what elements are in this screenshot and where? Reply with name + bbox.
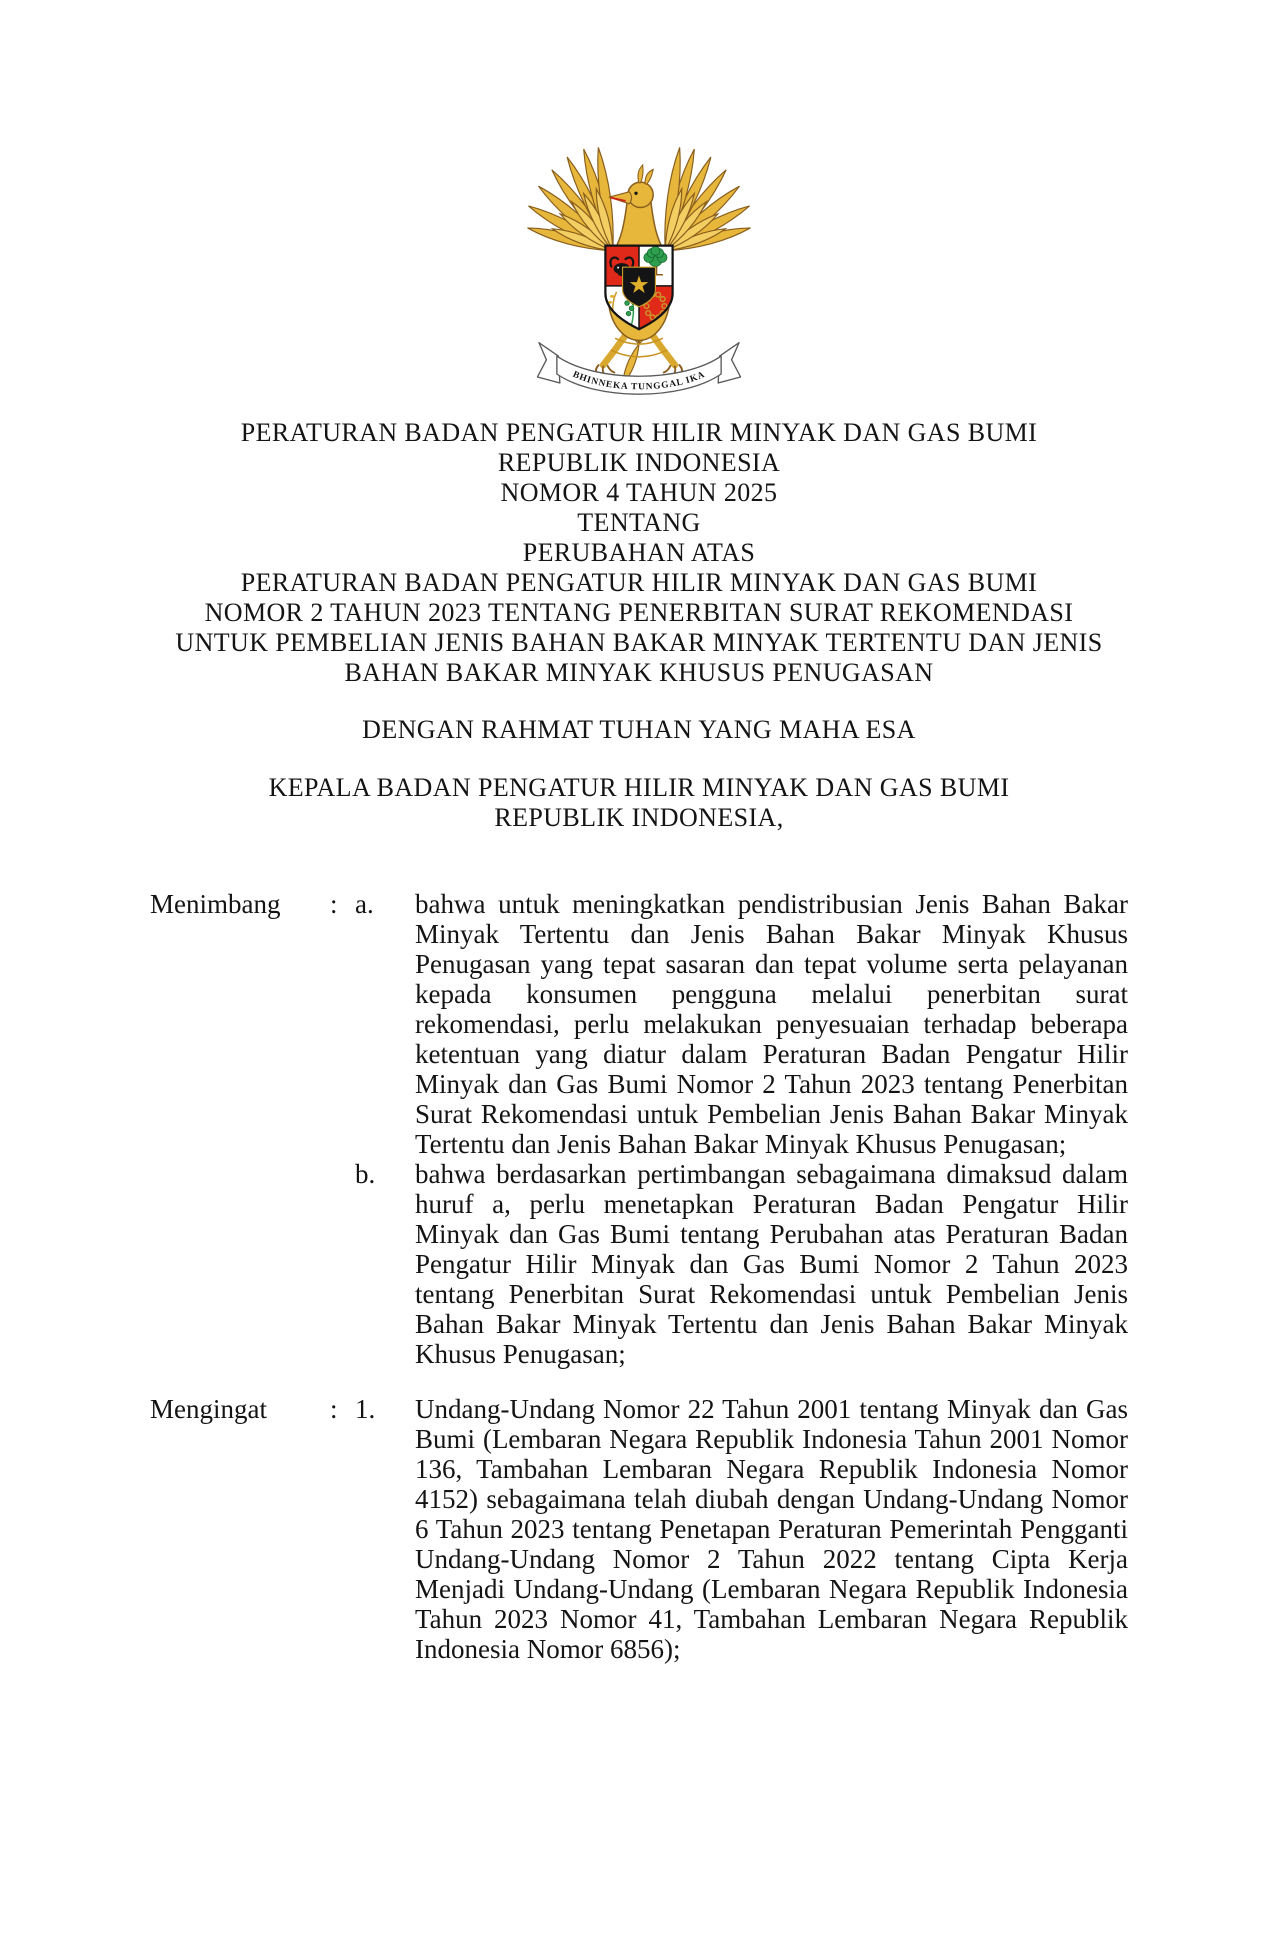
document-title xyxy=(150,418,1128,688)
garuda-pancasila-emblem xyxy=(527,120,751,404)
menimbang-section xyxy=(150,889,1128,1369)
item-text: bahwa untuk meningkatkan pendistribusian Jenis Bahan Bakar Minyak Tertentu dan Jenis Bahan Bakar Minyak Khusus Penugasan yang tepat sasaran dan tepat volume serta pelayanan kepada konsumen pengguna melalui penerbitan surat rekomendasi, perlu melakukan penyesuaian terhadap beberapa ketentuan yang diatur dalam Peraturan Badan Pengatur Hilir Minyak dan Gas Bumi Nomor 2 Tahun 2023 tentang Penerbitan Surat Rekomendasi untuk Pembelian Jenis Bahan Bakar Minyak Tertentu dan Jenis Bahan Bakar Minyak Khusus Penugasan; xyxy=(415,889,1128,1159)
invocation-line: DENGAN RAHMAT TUHAN YANG MAHA ESA xyxy=(362,715,916,744)
title-line: BAHAN BAKAR MINYAK KHUSUS PENUGASAN xyxy=(344,658,934,687)
item-marker: b. xyxy=(355,1159,376,1189)
title-line: TENTANG xyxy=(577,508,701,537)
consideration-item-b xyxy=(355,1159,1128,1369)
authority-line: REPUBLIK INDONESIA, xyxy=(494,803,784,832)
title-line: PERATURAN BADAN PENGATUR HILIR MINYAK DAN GAS BUMI xyxy=(240,418,1038,447)
legal-basis-item-1 xyxy=(355,1394,1128,1664)
emblem-motto-text: BHINNEKA TUNGGAL IKA xyxy=(570,369,708,393)
section-colon: : xyxy=(330,1394,338,1424)
section-label-mengingat: Mengingat xyxy=(150,1394,267,1424)
title-line: PERUBAHAN ATAS xyxy=(522,538,756,567)
issuing-authority xyxy=(150,773,1128,833)
title-line: NOMOR 2 TAHUN 2023 TENTANG PENERBITAN SURAT REKOMENDASI xyxy=(204,598,1074,627)
mengingat-section xyxy=(150,1394,1128,1664)
title-line: UNTUK PEMBELIAN JENIS BAHAN BAKAR MINYAK TERTENTU DAN JENIS xyxy=(175,628,1103,657)
item-text: Undang-Undang Nomor 22 Tahun 2001 tentang Minyak dan Gas Bumi (Lembaran Negara Republik Indonesia Tahun 2001 Nomor 136, Tambahan Lembaran Negara Republik Indonesia Nomor 4152) sebagaimana telah diubah dengan Undang-Undang Nomor 6 Tahun 2023 tentang Penetapan Peraturan Pemerintah Pengganti Undang-Undang Nomor 2 Tahun 2022 tentang Cipta Kerja Menjadi Undang-Undang (Lembaran Negara Republik Indonesia Tahun 2023 Nomor 41, Tambahan Lembaran Negara Republik Indonesia Nomor 6856); xyxy=(415,1394,1128,1664)
title-line: REPUBLIK INDONESIA xyxy=(497,448,781,477)
item-marker: a. xyxy=(355,889,374,919)
title-line: NOMOR 4 TAHUN 2025 xyxy=(500,478,778,507)
garuda-pancasila-icon xyxy=(527,120,751,404)
item-text: bahwa berdasarkan pertimbangan sebagaimana dimaksud dalam huruf a, perlu menetapkan Peraturan Badan Pengatur Hilir Minyak dan Gas Bumi tentang Perubahan atas Peraturan Badan Pengatur Hilir Minyak dan Gas Bumi Nomor 2 Tahun 2023 tentang Penerbitan Surat Rekomendasi untuk Pembelian Jenis Bahan Bakar Minyak Tertentu dan Jenis Bahan Bakar Minyak Khusus Penugasan; xyxy=(415,1159,1128,1369)
section-colon: : xyxy=(330,889,338,919)
title-line: PERATURAN BADAN PENGATUR HILIR MINYAK DAN GAS BUMI xyxy=(240,568,1038,597)
item-marker: 1. xyxy=(355,1394,376,1424)
section-label-menimbang: Menimbang xyxy=(150,889,281,919)
consideration-item-a xyxy=(355,889,1128,1159)
authority-line: KEPALA BADAN PENGATUR HILIR MINYAK DAN GAS BUMI xyxy=(268,773,1010,802)
